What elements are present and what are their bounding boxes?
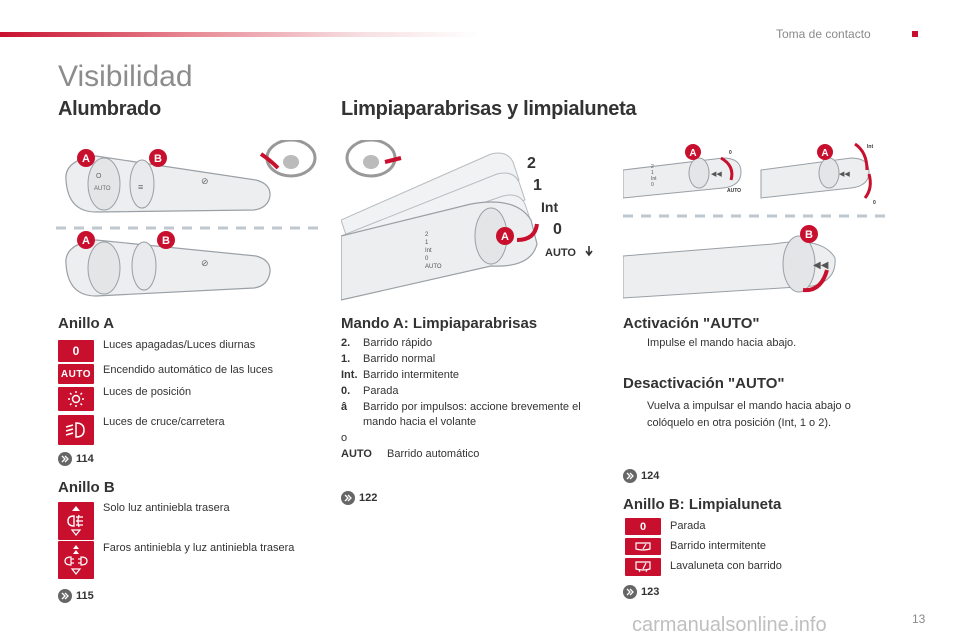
speed-1-label: 1 xyxy=(533,177,542,194)
wiper-stalk-auto-deactivate xyxy=(761,158,869,198)
bullet-icon xyxy=(625,398,637,432)
ref-115-number: 115 xyxy=(76,590,94,602)
svg-text:2: 2 xyxy=(425,232,429,238)
alumbrado-title: Alumbrado xyxy=(58,98,161,120)
steering-wheel-icon xyxy=(261,140,315,176)
right-label-a-1: A xyxy=(689,148,697,159)
mando-a-row: 2. Barrido rápido xyxy=(341,337,433,349)
svg-text:⊘: ⊘ xyxy=(201,176,209,186)
mando-a-title: Mando A: Limpiaparabrisas xyxy=(341,315,538,332)
limpialuneta-item-1: Barrido intermitente xyxy=(670,540,766,552)
speed-auto-label: AUTO xyxy=(545,247,576,259)
svg-text:◀◀: ◀◀ xyxy=(839,171,850,178)
label-a-upper: A xyxy=(82,153,90,165)
ref-114-number: 114 xyxy=(76,453,94,465)
ref-115[interactable] xyxy=(58,589,94,603)
position-lights-icon xyxy=(58,387,94,411)
anillo-b-title: Anillo B xyxy=(58,479,115,496)
ref-124[interactable] xyxy=(623,469,659,483)
desactivacion-title: Desactivación "AUTO" xyxy=(623,375,785,392)
lighting-stalk-illustration xyxy=(56,140,318,306)
mando-a-list xyxy=(341,336,603,466)
auto-icon: AUTO xyxy=(58,364,94,384)
book-ref-icon xyxy=(58,589,72,603)
label-b-lower: B xyxy=(162,235,170,247)
front-rear-fog-icon xyxy=(58,541,94,579)
anillo-b-item-0: Solo luz antiniebla trasera xyxy=(103,502,230,514)
wiper-label-a: A xyxy=(501,231,509,243)
page-title: Visibilidad xyxy=(58,60,193,93)
svg-text:0: 0 xyxy=(873,200,876,206)
anillo-b-item-1: Faros antiniebla y luz antiniebla trasera xyxy=(103,542,295,554)
svg-text:Int: Int xyxy=(867,144,874,150)
svg-text:0: 0 xyxy=(729,150,732,156)
label-a-lower: A xyxy=(82,235,90,247)
mando-a-or: o xyxy=(341,432,348,444)
anillo-a-item-0: Luces apagadas/Luces diurnas xyxy=(103,339,256,351)
svg-text:Int: Int xyxy=(651,176,657,182)
header-section-title: Toma de contacto xyxy=(776,27,871,41)
book-ref-icon xyxy=(341,491,355,505)
right-label-b: B xyxy=(805,229,813,241)
wiper-stalk-illustration xyxy=(341,140,603,306)
zero-icon: 0 xyxy=(625,518,661,535)
mando-a-row: Int. Barrido intermitente xyxy=(341,369,459,381)
desactivacion-text: Vuelva a impulsar el mando hacia abajo o colóquelo en otra posición (Int, 1 o 2). xyxy=(647,400,851,429)
svg-text:2: 2 xyxy=(651,164,654,170)
ref-114[interactable] xyxy=(58,452,94,466)
svg-text:◀◀: ◀◀ xyxy=(813,260,829,271)
svg-text:1: 1 xyxy=(425,240,429,246)
svg-text:0: 0 xyxy=(425,256,429,262)
anillo-a-item-3: Luces de cruce/carretera xyxy=(103,416,225,428)
limpiaparabrisas-title: Limpiaparabrisas y limpialuneta xyxy=(341,98,637,120)
svg-text:0: 0 xyxy=(651,182,654,188)
limpialuneta-title: Anillo B: Limpialuneta xyxy=(623,496,782,513)
header-marker xyxy=(912,31,918,37)
label-b-upper: B xyxy=(154,153,162,165)
book-ref-icon xyxy=(623,585,637,599)
ref-124-number: 124 xyxy=(641,470,660,482)
svg-text:AUTO: AUTO xyxy=(94,186,111,192)
mando-a-row: 1. Barrido normal xyxy=(341,353,436,365)
steering-wheel-icon xyxy=(347,140,401,176)
desactivacion-item xyxy=(625,398,880,432)
mando-a-auto-row: AUTO Barrido automático xyxy=(341,448,480,460)
wiper-stalk-auto-activate xyxy=(623,158,741,198)
svg-text:⊘: ⊘ xyxy=(201,258,209,268)
ref-122-number: 122 xyxy=(359,492,378,504)
low-beam-icon xyxy=(58,415,94,445)
activacion-text: Impulse el mando hacia abajo. xyxy=(647,337,797,349)
ref-123[interactable] xyxy=(623,585,659,599)
anillo-a-item-1: Encendido automático de las luces xyxy=(103,364,273,376)
zero-icon: 0 xyxy=(58,340,94,362)
rear-fog-icon xyxy=(58,502,94,540)
svg-text:1: 1 xyxy=(651,170,654,176)
intermittent-wiper-icon xyxy=(625,538,661,555)
book-ref-icon xyxy=(623,469,637,483)
right-label-a-2: A xyxy=(821,148,829,159)
limpialuneta-item-0: Parada xyxy=(670,520,706,532)
page-number: 13 xyxy=(912,612,926,626)
rear-wiper-illustration xyxy=(623,140,885,306)
speed-2-label: 2 xyxy=(527,155,536,172)
mando-a-row: â Barrido por impulsos: accione brevemente el mando hacia el volante xyxy=(341,401,581,428)
svg-text:AUTO: AUTO xyxy=(425,264,442,270)
svg-text:Int: Int xyxy=(425,248,432,254)
washer-wiper-icon xyxy=(625,558,661,576)
ref-123-number: 123 xyxy=(641,586,660,598)
speed-0-label: 0 xyxy=(553,221,562,238)
mando-a-row: 0. Parada xyxy=(341,385,399,397)
watermark: carmanualsonline.info xyxy=(632,614,827,636)
svg-text:≡: ≡ xyxy=(138,182,144,192)
lighting-stalk-upper xyxy=(66,156,270,212)
svg-text:AUTO: AUTO xyxy=(727,188,742,194)
anillo-a-item-2: Luces de posición xyxy=(103,386,192,398)
activacion-title: Activación "AUTO" xyxy=(623,315,760,332)
header-accent-bar xyxy=(0,32,480,37)
book-ref-icon xyxy=(58,452,72,466)
svg-text:O: O xyxy=(96,173,102,180)
bullet-icon xyxy=(625,335,637,352)
anillo-a-title: Anillo A xyxy=(58,315,115,332)
limpialuneta-item-2: Lavaluneta con barrido xyxy=(670,560,782,572)
svg-text:◀◀: ◀◀ xyxy=(711,171,722,178)
activacion-item xyxy=(625,335,885,352)
ref-122[interactable] xyxy=(341,491,377,505)
speed-int-label: Int xyxy=(541,199,559,215)
